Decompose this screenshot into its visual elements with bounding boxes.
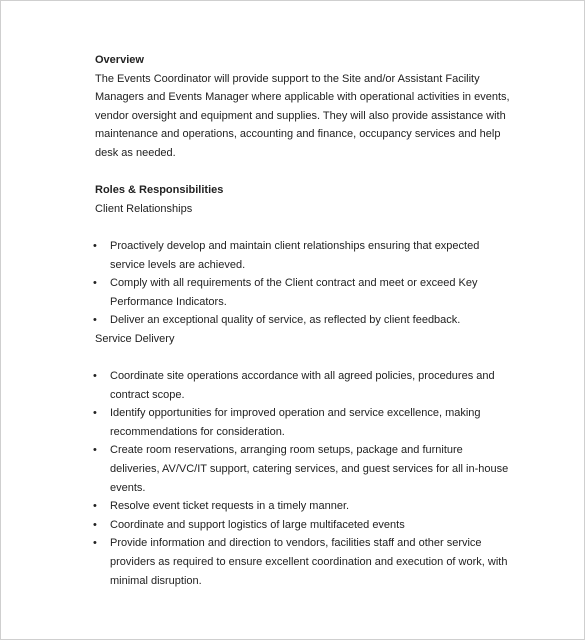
bullet-icon: • [93,444,97,457]
list-item-text: Resolve event ticket requests in a timely manner. [110,500,350,513]
list-item [95,274,515,311]
list-item [95,516,515,535]
list-item-text: Coordinate site operations accordance with all agreed policies, procedures and contract scope. [110,370,495,401]
document-body [95,51,515,590]
overview-paragraph: The Events Coordinator will provide support to the Site and/or Assistant Facility Managers and Events Manager where applicable with operational activities in events, vendor oversight and equipment and supplies. They will also provide assistance with maintenance and operations, accounting and finance, occupancy services and help desk as needed. [95,72,510,159]
bullet-icon: • [93,537,97,550]
list-item [95,237,515,274]
list-item-text: Provide information and direction to vendors, facilities staff and other service providers as required to ensure excellent coordination and execution of work, with minimal disruption. [110,537,508,587]
list-item-text: Identify opportunities for improved operation and service excellence, making recommendations for consideration. [110,407,481,438]
list-item [95,367,515,404]
list-item-text: Deliver an exceptional quality of service, as reflected by client feedback. [110,314,461,327]
bullet-icon: • [93,239,97,252]
roles-heading: Roles & Responsibilities [95,184,224,197]
bullet-icon: • [93,518,97,531]
bullet-icon: • [93,407,97,420]
service-delivery-title: Service Delivery [95,332,175,345]
section-spacer [95,349,515,368]
section-spacer [95,218,515,237]
list-item [95,497,515,516]
list-item [95,404,515,441]
overview-heading: Overview [95,54,144,66]
list-item [95,311,515,330]
client-relationships-title: Client Relationships [95,202,193,215]
service-delivery-list [95,367,515,590]
list-item-text: Create room reservations, arranging room setups, package and furniture deliveries, AV/VC/IT support, catering services, and guest services for all in-house events. [110,444,509,494]
list-item-text: Coordinate and support logistics of large multifaceted events [110,518,405,531]
client-relationships-list [95,237,515,330]
list-item-text: Comply with all requirements of the Client contract and meet or exceed Key Performance Indicators. [110,277,478,308]
list-item [95,441,515,497]
list-item-text: Proactively develop and maintain client relationships ensuring that expected service levels are achieved. [110,239,480,271]
bullet-icon: • [93,500,97,513]
bullet-icon: • [93,370,97,383]
section-spacer [95,163,515,182]
list-item [95,534,515,590]
bullet-icon: • [93,277,97,290]
bullet-icon: • [93,314,97,327]
